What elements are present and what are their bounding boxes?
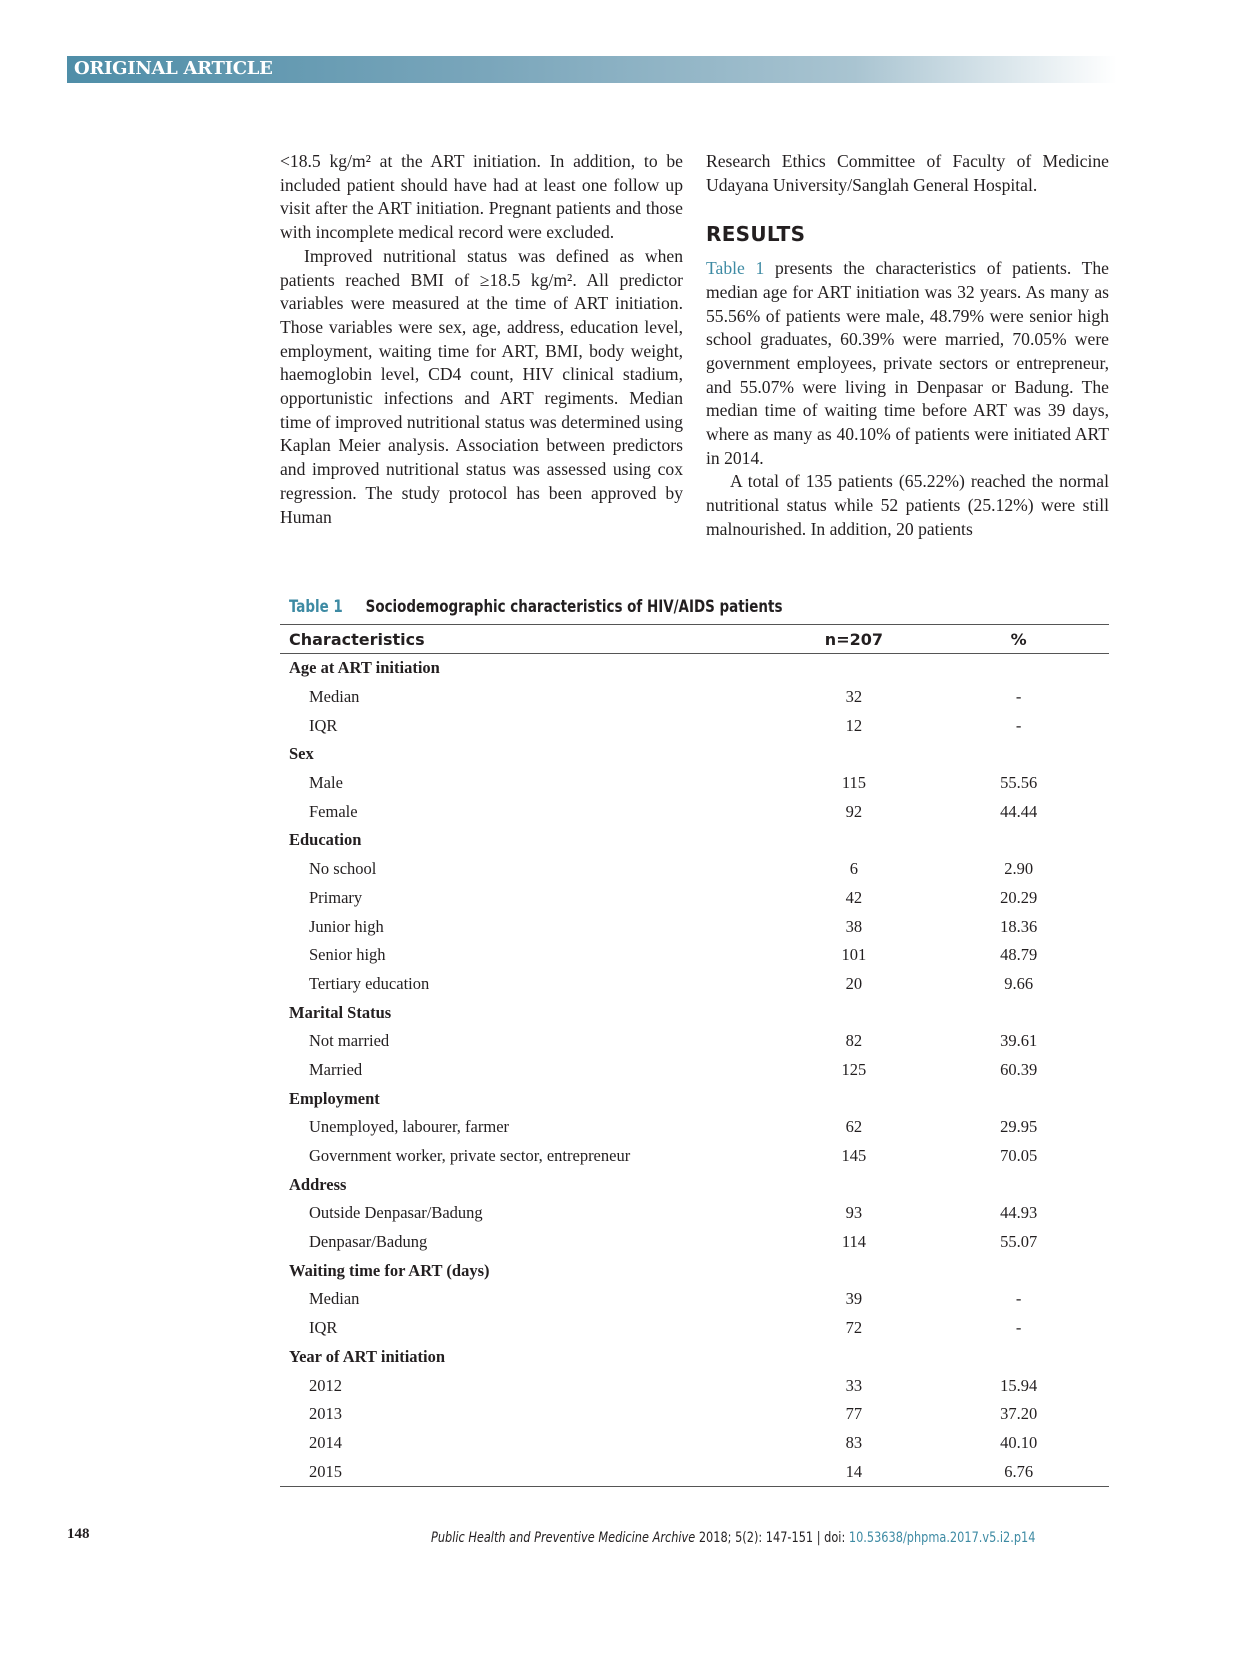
count-cell: 20 [845, 973, 863, 993]
count-cell: 83 [845, 1432, 863, 1452]
count-cell: 12 [845, 715, 863, 735]
count-cell [780, 826, 929, 855]
count-cell: 62 [845, 1117, 863, 1137]
characteristic-cell: Waiting time for ART (days) [289, 1260, 490, 1280]
table-row [280, 797, 1109, 826]
characteristic-cell: Tertiary education [309, 973, 430, 993]
characteristic-cell: 2012 [309, 1375, 342, 1395]
table-row [280, 711, 1109, 740]
characteristic-cell: Married [309, 1059, 363, 1079]
count-cell: 42 [845, 887, 863, 907]
characteristic-cell: Median [309, 1289, 360, 1309]
percent-cell: 20.29 [1000, 887, 1038, 907]
table-group-row [280, 1084, 1109, 1113]
percent-cell [928, 740, 1109, 769]
characteristic-cell: Median [309, 687, 360, 707]
count-cell: 93 [845, 1203, 863, 1223]
column-header: % [928, 625, 1109, 654]
count-cell: 72 [845, 1318, 863, 1338]
percent-cell: - [1015, 715, 1022, 735]
characteristic-cell: Primary [309, 887, 363, 907]
column-header: n=207 [780, 625, 929, 654]
count-cell [780, 740, 929, 769]
table-row [280, 970, 1109, 999]
characteristic-cell: 2014 [309, 1432, 342, 1452]
table-row [280, 769, 1109, 798]
table-group-row [280, 826, 1109, 855]
percent-cell: 44.44 [1000, 801, 1038, 821]
percent-cell: 6.76 [928, 1457, 1109, 1486]
table-label: Table 1 [289, 597, 343, 617]
count-cell [780, 654, 929, 683]
characteristic-cell: Female [309, 801, 358, 821]
percent-cell: 9.66 [1004, 973, 1034, 993]
percent-cell: 29.95 [1000, 1117, 1038, 1137]
percent-cell: 40.10 [1000, 1432, 1038, 1452]
table-group-row [280, 1343, 1109, 1372]
count-cell: 82 [845, 1031, 863, 1051]
count-cell: 115 [841, 773, 866, 793]
characteristic-cell: Address [289, 1174, 347, 1194]
paragraph: <18.5 kg/m² at the ART initiation. In addition, to be included patient should have had at least one follow up visit after the ART initiation. Pregnant patients and those with incomplete medical record were excluded. [280, 151, 683, 243]
percent-cell [928, 1256, 1109, 1285]
count-cell: 14 [780, 1457, 929, 1486]
count-cell [780, 1343, 929, 1372]
table-row [280, 1314, 1109, 1343]
characteristic-cell: Senior high [309, 945, 386, 965]
percent-cell: - [1015, 1289, 1022, 1309]
percent-cell [928, 1343, 1109, 1372]
table-row [280, 1228, 1109, 1257]
count-cell: 125 [841, 1059, 867, 1079]
count-cell: 32 [845, 687, 863, 707]
characteristic-cell: Junior high [309, 916, 384, 936]
table-link[interactable]: Table 1 [706, 258, 765, 279]
paragraph-text: presents the characteristics of patients. The median age for ART initiation was 32 years. As many as 55.56% of patients were male, 48.79% were senior high school graduates, 60.39% were married, 70.05% were government employees, private sectors or entrepreneur, and 55.07% were living in Denpasar or Badung. The median time of waiting time before ART was 39 days, where as many as 40.10% of patients were initiated ART in 2014. [706, 258, 1109, 468]
count-cell: 38 [845, 916, 863, 936]
percent-cell: 70.05 [1000, 1146, 1038, 1166]
percent-cell: 44.93 [1000, 1203, 1038, 1223]
doi-link[interactable]: 10.53638/phpma.2017.v5.i2.p14 [848, 1530, 1036, 1546]
table-title: Sociodemographic characteristics of HIV/AIDS patients [365, 597, 783, 617]
right-column [706, 150, 1109, 542]
count-cell: 39 [845, 1289, 863, 1309]
percent-cell: 55.07 [1000, 1232, 1038, 1252]
percent-cell [928, 1084, 1109, 1113]
footer-citation [431, 1530, 1035, 1546]
table-caption [289, 597, 782, 617]
table-row [280, 1056, 1109, 1085]
table-row [280, 1400, 1109, 1429]
count-cell [780, 998, 929, 1027]
citation-text: 2018; 5(2): 147-151 | doi: [695, 1530, 849, 1546]
paragraph: Improved nutritional status was defined as when patients reached BMI of ≥18.5 kg/m². All predictor variables were measured at the time of ART initiation. Those variables were sex, age, address, education level, employment, waiting time for ART, BMI, body weight, haemoglobin level, CD4 count, HIV clinical stadium, opportunistic infections and ART regiments. Median time of improved nutritional status was determined using Kaplan Meier analysis. Association between predictors and improved nutritional status was assessed using cox regression. The study protocol has been approved by Human [280, 245, 683, 527]
characteristic-cell: Education [289, 830, 362, 850]
characteristic-cell: Denpasar/Badung [309, 1232, 428, 1252]
count-cell: 101 [841, 945, 867, 965]
table-row [280, 941, 1109, 970]
characteristic-cell: Male [309, 773, 343, 793]
characteristic-cell: 2015 [280, 1457, 780, 1486]
percent-cell: 48.79 [1000, 945, 1038, 965]
paragraph: Research Ethics Committee of Faculty of Medicine Udayana University/Sanglah General Hospital. [706, 151, 1109, 195]
table-row [280, 1371, 1109, 1400]
count-cell: 92 [845, 801, 863, 821]
table-group-row [280, 998, 1109, 1027]
count-cell: 6 [849, 859, 859, 879]
count-cell [780, 1170, 929, 1199]
column-header: Characteristics [280, 625, 780, 654]
percent-cell [928, 998, 1109, 1027]
percent-cell [928, 1170, 1109, 1199]
percent-cell: - [1015, 1318, 1022, 1338]
table-row [280, 855, 1109, 884]
percent-cell: 18.36 [1000, 916, 1038, 936]
table-row [280, 1027, 1109, 1056]
characteristic-cell: Unemployed, labourer, farmer [309, 1117, 510, 1137]
characteristic-cell: IQR [309, 715, 338, 735]
characteristic-cell: Outside Denpasar/Badung [309, 1203, 483, 1223]
percent-cell: 37.20 [1000, 1404, 1038, 1424]
table-group-row [280, 654, 1109, 683]
percent-cell: 55.56 [1000, 773, 1038, 793]
characteristic-cell: No school [309, 859, 377, 879]
table-row [280, 1113, 1109, 1142]
table-row [280, 1142, 1109, 1171]
section-label: ORIGINAL ARTICLE [74, 58, 273, 79]
characteristic-cell: Year of ART initiation [289, 1346, 446, 1366]
count-cell [780, 1084, 929, 1113]
characteristic-cell: IQR [309, 1318, 338, 1338]
section-heading: RESULTS [706, 222, 806, 247]
characteristic-cell: Government worker, private sector, entrepreneur [309, 1146, 631, 1166]
percent-cell [928, 654, 1109, 683]
table-row [280, 884, 1109, 913]
characteristic-cell: Sex [289, 744, 314, 764]
left-column [280, 150, 683, 529]
percent-cell: - [1015, 687, 1022, 707]
percent-cell [928, 826, 1109, 855]
journal-name: Public Health and Preventive Medicine Archive [431, 1530, 696, 1546]
table-group-row [280, 1170, 1109, 1199]
section-banner [67, 56, 1117, 83]
characteristic-cell: Marital Status [289, 1002, 392, 1022]
table-row [280, 1199, 1109, 1228]
characteristics-table [280, 624, 1109, 1487]
percent-cell: 2.90 [1004, 859, 1034, 879]
table-row [280, 1429, 1109, 1458]
table-group-row [280, 740, 1109, 769]
percent-cell: 15.94 [1000, 1375, 1038, 1395]
percent-cell: 39.61 [1000, 1031, 1038, 1051]
count-cell: 114 [841, 1232, 866, 1252]
table-row [280, 1457, 1109, 1486]
count-cell: 33 [845, 1375, 863, 1395]
count-cell: 77 [845, 1404, 863, 1424]
table-group-row [280, 1256, 1109, 1285]
paragraph [706, 257, 1109, 470]
characteristic-cell: Not married [309, 1031, 390, 1051]
characteristic-cell: Age at ART initiation [289, 658, 440, 678]
page-number: 148 [67, 1526, 90, 1542]
table-row [280, 1285, 1109, 1314]
count-cell [780, 1256, 929, 1285]
paragraph: A total of 135 patients (65.22%) reached the normal nutritional status while 52 patients (25.12%) were still malnourished. In addition, 20 patients [706, 471, 1109, 539]
table-row [280, 912, 1109, 941]
table-header-row [280, 625, 1109, 654]
count-cell: 145 [841, 1146, 867, 1166]
table-row [280, 683, 1109, 712]
characteristic-cell: Employment [289, 1088, 380, 1108]
characteristic-cell: 2013 [309, 1404, 342, 1424]
percent-cell: 60.39 [1000, 1059, 1038, 1079]
